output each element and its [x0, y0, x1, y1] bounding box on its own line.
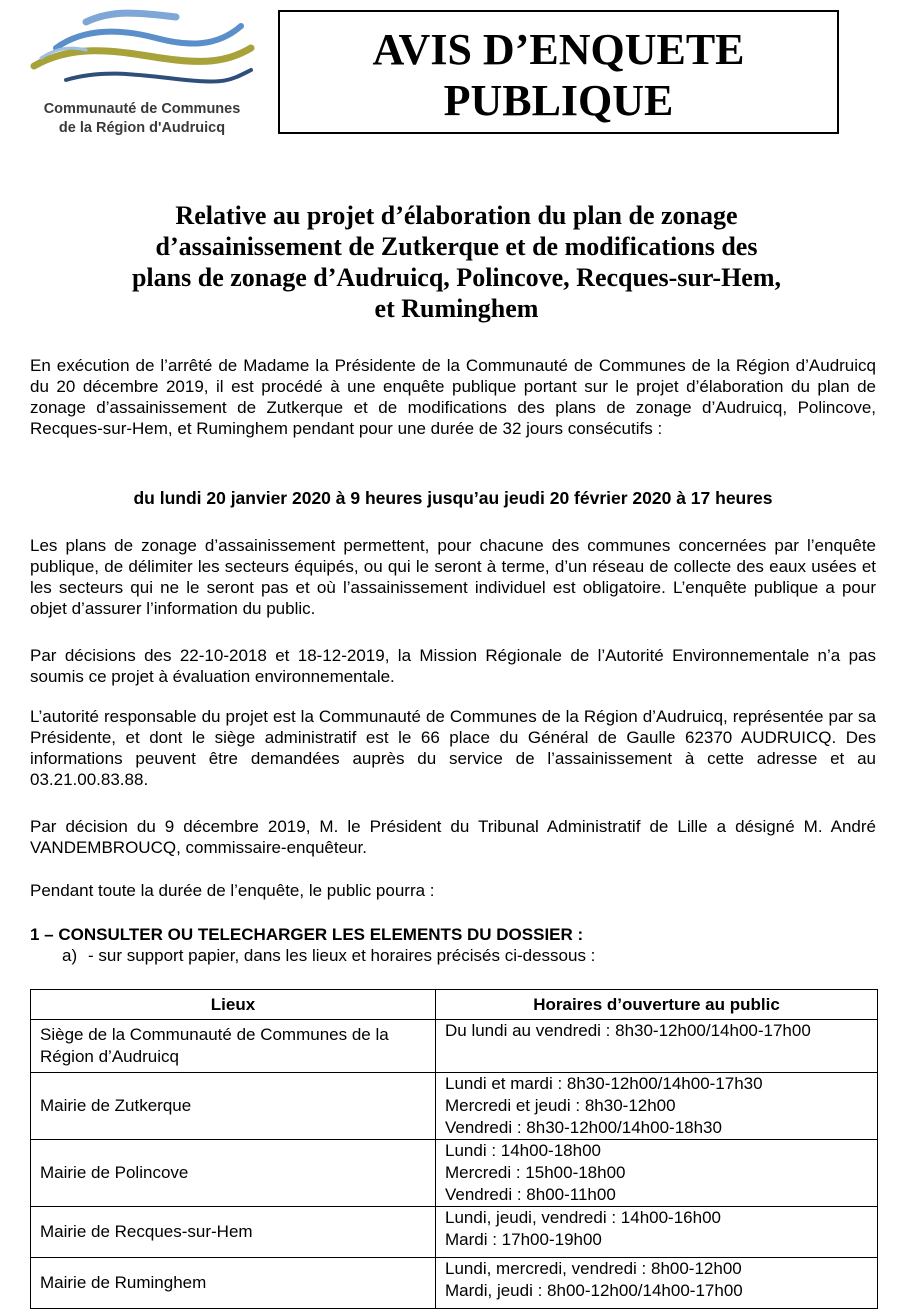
place-cell: Mairie de Ruminghem: [31, 1258, 436, 1309]
table-row: [31, 1073, 878, 1140]
notice-title-line: PUBLIQUE: [443, 76, 674, 125]
subject-line: plans de zonage d’Audruicq, Polincove, Recques-sur-Hem,: [131, 263, 782, 292]
hours-line: Mardi, jeudi : 8h00-12h00/14h00-17h00: [445, 1281, 743, 1300]
place-cell: Mairie de Zutkerque: [31, 1073, 436, 1140]
hours-line: Lundi, mercredi, vendredi : 8h00-12h00: [445, 1259, 742, 1278]
item-a-text: - sur support papier, dans les lieux et horaires précisés ci-dessous :: [88, 946, 596, 965]
hours-cell: [436, 1073, 878, 1140]
hours-cell: [436, 1140, 878, 1207]
logo-text: [26, 100, 258, 138]
item-a-letter: a): [62, 946, 78, 965]
hours-cell: [436, 1207, 878, 1258]
table-row: [31, 1140, 878, 1207]
hours-line: Mercredi et jeudi : 8h30-12h00: [445, 1096, 676, 1115]
hours-line: Lundi, jeudi, vendredi : 14h00-16h00: [445, 1208, 721, 1227]
section-1-item-a: [62, 945, 595, 966]
table-row: [31, 1020, 878, 1073]
public-paragraph: Pendant toute la durée de l’enquête, le public pourra :: [30, 881, 435, 900]
notice-title: [278, 10, 839, 134]
table-row: [31, 1258, 878, 1309]
table-header-row: [31, 990, 878, 1020]
column-header-places: Lieux: [31, 990, 436, 1020]
subject-line: d’assainissement de Zutkerque et de modifications des: [155, 232, 758, 261]
logo-text-line: Communauté de Communes: [43, 101, 241, 117]
place-cell: Mairie de Recques-sur-Hem: [31, 1207, 436, 1258]
mission-paragraph: Par décisions des 22-10-2018 et 18-12-2019, la Mission Régionale de l’Autorité Environnementale n’a pas soumis ce projet à évaluation environnementale.: [30, 646, 876, 686]
zoning-paragraph: Les plans de zonage d’assainissement permettent, pour chacune des communes concernées par l’enquête publique, de délimiter les secteurs équipés, ou qui le seront à terme, d’un réseau de collecte des eaux usées et les secteurs qui ne le seront pas et où l’assainissement individuel est obligatoire. L’enquête publique a pour objet d’assurer l’information du public.: [30, 536, 876, 618]
column-header-hours: Horaires d’ouverture au public: [436, 990, 878, 1020]
hours-line: Du lundi au vendredi : 8h30-12h00/14h00-17h00: [445, 1021, 811, 1040]
place-cell: Mairie de Polincove: [31, 1140, 436, 1207]
logo-waves-icon: [26, 8, 258, 98]
place-cell: Siège de la Communauté de Communes de la Région d’Audruicq: [31, 1020, 436, 1073]
table-row: [31, 1207, 878, 1258]
notice-title-line: AVIS D’ENQUETE: [372, 25, 745, 74]
subject-line: Relative au projet d’élaboration du plan de zonage: [175, 201, 738, 230]
hours-line: Mercredi : 15h00-18h00: [445, 1163, 626, 1182]
opening-hours-table: [30, 989, 878, 1309]
authority-paragraph: L’autorité responsable du projet est la Communauté de Communes de la Région d’Audruicq, représentée par sa Présidente, et dont le siège administratif est le 66 place du Général de Gaulle 62370 AUDRUICQ. Des informations peuvent être demandées auprès du service de l’assainissement à cette adresse et au 03.21.00.83.88.: [30, 707, 876, 789]
hours-line: Vendredi : 8h30-12h00/14h00-18h30: [445, 1118, 722, 1137]
hours-line: Lundi : 14h00-18h00: [445, 1141, 601, 1160]
subject-line: et Ruminghem: [374, 294, 539, 323]
section-1-title: 1 – CONSULTER OU TELECHARGER LES ELEMENTS DU DOSSIER :: [30, 925, 584, 944]
intro-paragraph: En exécution de l’arrêté de Madame la Présidente de la Communauté de Communes de la Région d’Audruicq du 20 décembre 2019, il est procédé à une enquête publique portant sur le projet d’élaboration du plan de zonage d’assainissement de Zutkerque et de modifications des plans de zonage d’Audruicq, Polincove, Recques-sur-Hem, et Ruminghem pendant pour une durée de 32 jours consécutifs :: [30, 356, 876, 438]
hours-line: Vendredi : 8h00-11h00: [445, 1185, 616, 1204]
enquiry-dates: du lundi 20 janvier 2020 à 9 heures jusqu’au jeudi 20 février 2020 à 17 heures: [133, 488, 773, 508]
commissioner-paragraph: Par décision du 9 décembre 2019, M. le Président du Tribunal Administratif de Lille a désigné M. André VANDEMBROUCQ, commissaire-enquêteur.: [30, 817, 876, 857]
hours-line: Lundi et mardi : 8h30-12h00/14h00-17h30: [445, 1074, 763, 1093]
hours-cell: [436, 1258, 878, 1309]
logo-text-line: de la Région d'Audruicq: [58, 120, 226, 136]
hours-line: Mardi : 17h00-19h00: [445, 1230, 602, 1249]
hours-cell: [436, 1020, 878, 1073]
logo: [26, 8, 258, 138]
notice-subject: [20, 200, 893, 324]
